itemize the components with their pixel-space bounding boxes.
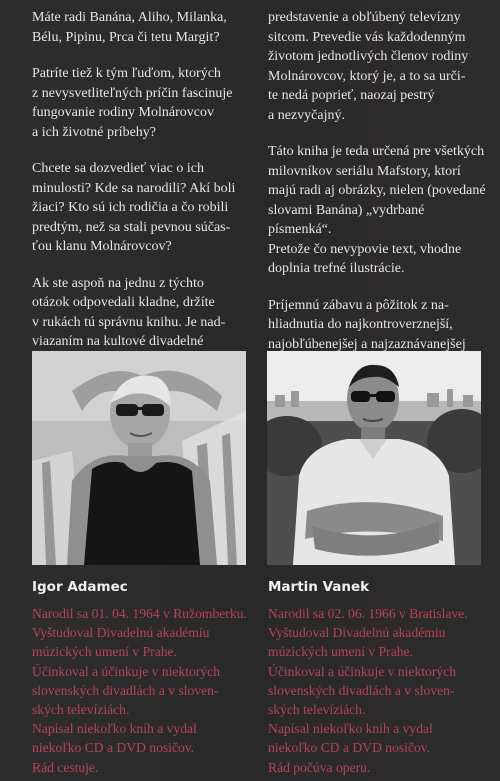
author-bio: Narodil sa 02. 06. 1966 v Bratislave. Vyštudoval Divadelnú akadémiu múzických umení v Prahe. Účinkoval a účinkuje v niektorých slovenských divadlách a v sloven- ských televíziách. Napísal niekoľko kníh a vydal niekoľko CD a DVD nosičov. Rád počúva operu. [268, 606, 468, 775]
author-name: Igor Adamec [32, 579, 128, 595]
blurb-left-column [32, 8, 254, 369]
author-photo-martin-vanek [267, 351, 481, 565]
blurb-paragraph: Táto kniha je teda určená pre všetkých milovníkov seriálu Mafstory, ktorí majú radi aj obrázky, nielen (povedané slovami Banána) „vydrbané písmenká“. Pretože čo nevypovie text, vhodne doplnia trefné ilustrácie. [268, 144, 486, 276]
author-name: Martin Vanek [268, 579, 370, 595]
blurb-paragraph: Ak ste aspoň na jednu z týchto otázok odpovedali kladne, držíte v rukách tú správnu knihu. Je nad- viazaním na kultové divadelné [32, 275, 226, 349]
blurb-paragraph: Patríte tiež k tým ľuďom, ktorých z nevysvetliteľných príčin fascinuje fungovanie rodiny Molnárovcov a ich životné príbehy? [32, 66, 233, 140]
author-block-left [32, 578, 252, 777]
author-photo-igor-adamec [32, 351, 246, 565]
blurb-paragraph: predstavenie a obľúbený televízny sitcom. Prevedie vás každodenným životom jednotlivých členov rodiny Molnárovcov, ktorý je, a to sa urči- te nedá poprieť, naozaj pestrý a nezvyčajný. [268, 10, 469, 123]
author-block-right [268, 578, 488, 777]
author-bio: Narodil sa 01. 04. 1964 v Ružomberku. Vyštudoval Divadelnú akadémiu múzických umení v Prahe. Účinkoval a účinkuje v niektorých slovenských divadlách a v sloven- ských televíziách. Napísal niekoľko kníh a vydal niekoľko CD a DVD nosičov. Rád cestuje. [32, 606, 247, 775]
blurb-paragraph: Máte radi Banána, Aliho, Milanka, Bélu, Pipinu, Prca či tetu Margit? [32, 10, 227, 45]
blurb-paragraph: Chcete sa dozvedieť viac o ich minulosti? Kde sa narodili? Akí boli žiaci? Kto sú ich rodičia a čo robili predtým, než sa stali pevnou súčas- ťou klanu Molnárovcov? [32, 161, 236, 254]
blurb-paragraph: Príjemnú zábavu a pôžitok z na- hliadnutia do najkontroverznejší, najobľúbenejšej a najzaznávanejšej [268, 297, 466, 352]
blurb-right-column [268, 8, 490, 391]
